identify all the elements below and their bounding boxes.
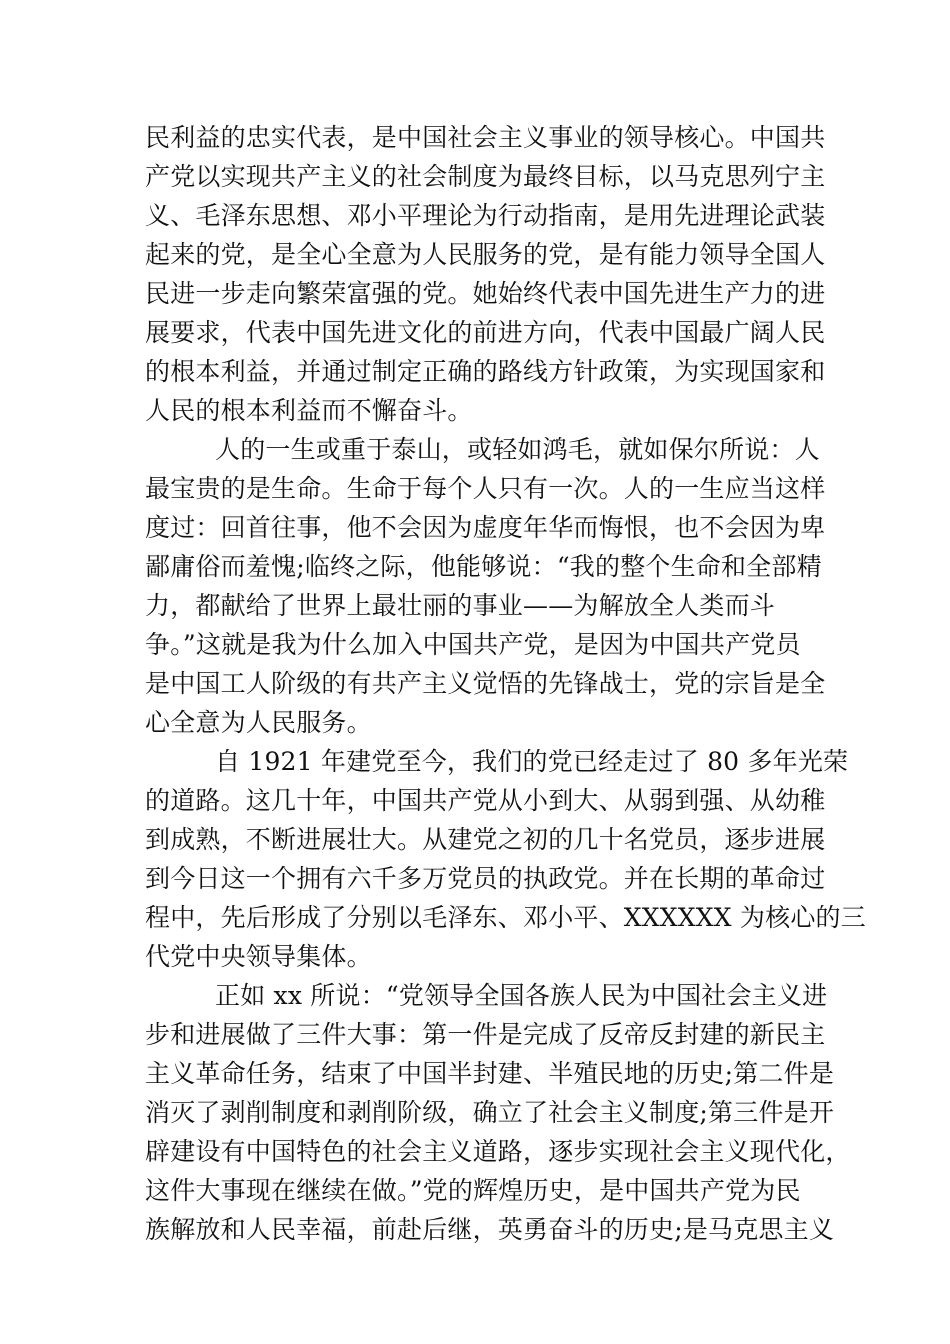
text-line: 民进一步走向繁荣富强的党。她始终代表中国先进生产力的进 — [145, 279, 826, 308]
text-line: 正如 xx 所说：“党领导全国各族人民为中国社会主义进 — [215, 981, 828, 1010]
text-line: 人民的根本利益而不懈奋斗。 — [145, 396, 473, 425]
text-line: 人的一生或重于泰山，或轻如鸿毛，就如保尔所说：人 — [215, 435, 820, 464]
text-line: 最宝贵的是生命。生命于每个人只有一次。人的一生应当这样 — [145, 474, 826, 503]
text-line: 消灭了剥削制度和剥削阶级，确立了社会主义制度;第三件是开 — [145, 1098, 835, 1127]
text-line: 力，都献给了世界上最壮丽的事业——为解放全人类而斗 — [145, 591, 776, 620]
text-line: 代党中央领导集体。 — [145, 942, 372, 971]
paragraph-4 — [145, 976, 851, 1249]
text-line: 这件大事现在继续在做。”党的辉煌历史，是中国共产党为民 — [145, 1176, 801, 1205]
text-line: 起来的党，是全心全意为人民服务的党，是有能力领导全国人 — [145, 240, 826, 269]
text-line: 展要求，代表中国先进文化的前进方向，代表中国最广阔人民 — [145, 318, 826, 347]
text-line: 主义革命任务，结束了中国半封建、半殖民地的历史;第二件是 — [145, 1059, 835, 1088]
text-line: 步和进展做了三件大事：第一件是完成了反帝反封建的新民主 — [145, 1020, 826, 1049]
document-body — [145, 118, 866, 1249]
paragraph-1 — [145, 118, 826, 430]
text-line: 度过：回首往事，他不会因为虚度年华而悔恨，也不会因为卑 — [145, 513, 826, 542]
text-line: 辟建设有中国特色的社会主义道路，逐步实现社会主义现代化， — [145, 1137, 851, 1166]
text-line: 争。”这就是我为什么加入中国共产党，是因为中国共产党员 — [145, 630, 801, 659]
text-line: 鄙庸俗而羞愧;临终之际，他能够说：“我的整个生命和全部精 — [145, 552, 822, 581]
text-line: 的道路。这几十年，中国共产党从小到大、从弱到强、从幼稚 — [145, 786, 826, 815]
text-line: 产党以实现共产主义的社会制度为最终目标，以马克思列宁主 — [145, 162, 826, 191]
text-line: 民利益的忠实代表，是中国社会主义事业的领导核心。中国共 — [145, 123, 826, 152]
text-line: 到今日这一个拥有六千多万党员的执政党。并在长期的革命过 — [145, 864, 826, 893]
text-line: 族解放和人民幸福，前赴后继，英勇奋斗的历史;是马克思主义 — [145, 1215, 835, 1244]
text-line: 到成熟，不断进展壮大。从建党之初的几十名党员，逐步进展 — [145, 825, 826, 854]
text-line: 心全意为人民服务。 — [145, 708, 372, 737]
text-line: 义、毛泽东思想、邓小平理论为行动指南，是用先进理论武装 — [145, 201, 826, 230]
text-line: 是中国工人阶级的有共产主义觉悟的先锋战士，党的宗旨是全 — [145, 669, 826, 698]
text-line: 程中，先后形成了分别以毛泽东、邓小平、XXXXXX 为核心的三 — [145, 903, 866, 932]
paragraph-2 — [145, 430, 826, 742]
paragraph-3 — [145, 742, 866, 976]
text-line: 自 1921 年建党至今，我们的党已经走过了 80 多年光荣 — [215, 747, 849, 776]
text-line: 的根本利益，并通过制定正确的路线方针政策，为实现国家和 — [145, 357, 826, 386]
